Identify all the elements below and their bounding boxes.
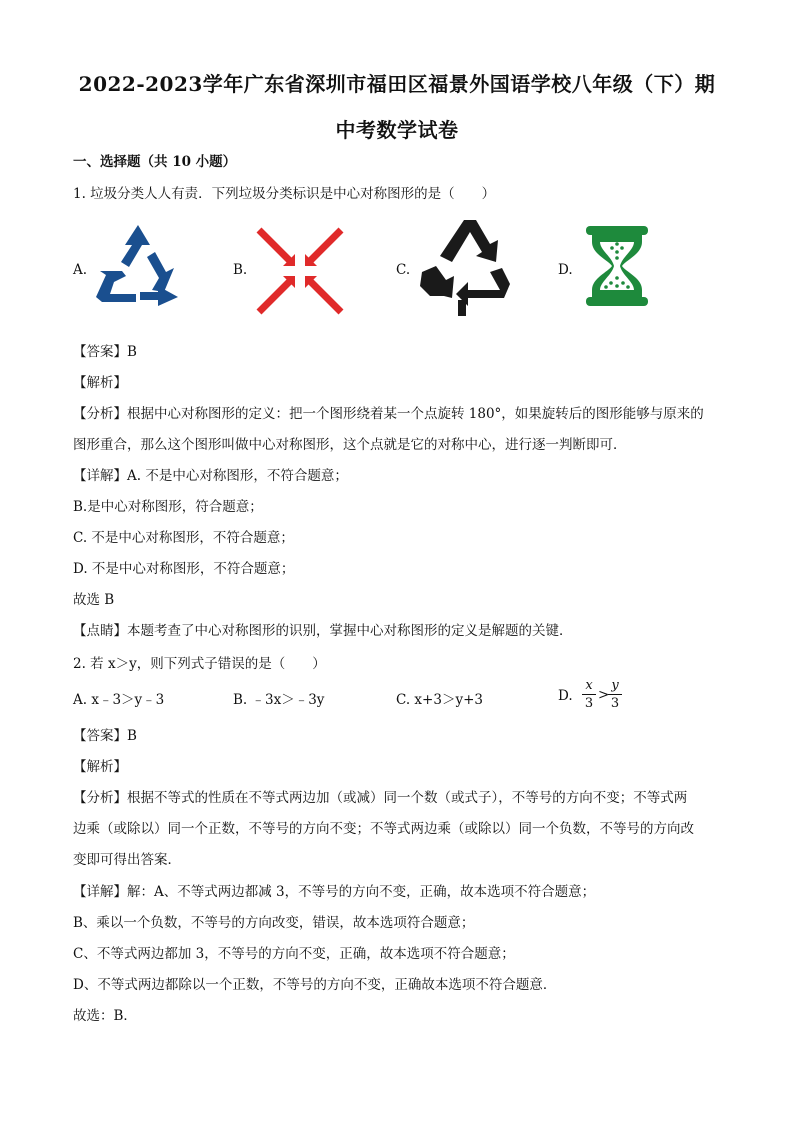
q2-option-d-fraction-right [608, 678, 622, 711]
q1-answer: 【答案】B [73, 344, 137, 360]
q1-detail-line2: B.是中心对称图形，符合题意； [73, 499, 263, 515]
recycle-blue-icon [92, 222, 184, 306]
q1-stem: 1. 垃圾分类人人有责．下列垃圾分类标识是中心对称图形的是（ ） [73, 186, 496, 202]
q2-option-b: B. ﹣3x＞﹣3y [233, 692, 325, 708]
q1-option-a-label: A. [73, 262, 88, 278]
q1-choice: 故选 B [73, 592, 115, 608]
q2-option-d-label: D. [558, 688, 573, 704]
q2-answer: 【答案】B [73, 728, 137, 744]
section-heading: 一、选择题（共 10 小题） [73, 154, 237, 170]
q1-option-d-label: D. [558, 262, 573, 278]
q2-detail-line2: B、乘以一个负数，不等号的方向改变，错误，故本选项符合题意； [73, 915, 475, 931]
q2-detail-line1: 【详解】解：A、不等式两边都减 3，不等号的方向不变，正确，故本选项不符合题意； [73, 884, 596, 900]
q1-analysis-line2: 图形重合，那么这个图形叫做中心对称图形，这个点就是它的对称中心，进行逐一判断即可． [73, 437, 627, 453]
q2-stem: 2. 若 x＞y，则下列式子错误的是（ ） [73, 656, 326, 672]
q1-detail-line1: 【详解】A. 不是中心对称图形，不符合题意； [73, 468, 348, 484]
fraction-denominator: 3 [584, 696, 594, 711]
q2-analysis-heading: 【解析】 [73, 759, 127, 775]
fraction-bar [608, 694, 622, 695]
fraction-numerator: x [585, 678, 593, 693]
recycle-black-icon [416, 216, 512, 318]
red-arrows-icon [255, 226, 345, 316]
q2-option-a: A. x﹣3＞y﹣3 [73, 692, 165, 708]
q1-analysis-line1: 【分析】根据中心对称图形的定义：把一个图形绕着某一个点旋转 180°，如果旋转后的图形能够与原来的 [73, 406, 704, 422]
q2-analysis-line1: 【分析】根据不等式的性质在不等式两边加（或减）同一个数（或式子），不等号的方向不变；不等式两 [73, 790, 688, 806]
green-hourglass-icon [584, 224, 650, 308]
q1-option-b-label: B. [233, 262, 248, 278]
q1-option-c-label: C. [396, 262, 411, 278]
q1-detail-line3: C. 不是中心对称图形，不符合题意； [73, 530, 294, 546]
q2-option-d-fraction-left [582, 678, 596, 711]
q1-detail-line4: D. 不是中心对称图形，不符合题意； [73, 561, 295, 577]
q2-option-d-gt: > [598, 687, 610, 703]
fraction-denominator: 3 [610, 696, 620, 711]
doc-title-line2: 中考数学试卷 [335, 118, 459, 142]
q1-comment: 【点睛】本题考查了中心对称图形的识别，掌握中心对称图形的定义是解题的关键． [73, 623, 573, 639]
q2-analysis-line2: 边乘（或除以）同一个正数，不等号的方向不变；不等式两边乘（或除以）同一个负数，不等号的方向改 [73, 821, 694, 837]
q2-option-c: C. x+3＞y+3 [396, 692, 483, 708]
q1-analysis-heading: 【解析】 [73, 375, 127, 391]
fraction-numerator: y [611, 678, 619, 693]
q2-choice: 故选：B． [73, 1008, 137, 1024]
q2-detail-line4: D、不等式两边都除以一个正数，不等号的方向不变，正确故本选项不符合题意． [73, 977, 557, 993]
q2-detail-line3: C、不等式两边都加 3，不等号的方向不变，正确，故本选项不符合题意； [73, 946, 515, 962]
doc-title-line1: 2022-2023学年广东省深圳市福田区福景外国语学校八年级（下）期 [78, 72, 716, 96]
fraction-bar [582, 694, 596, 695]
q2-analysis-line3: 变即可得出答案． [73, 852, 181, 868]
